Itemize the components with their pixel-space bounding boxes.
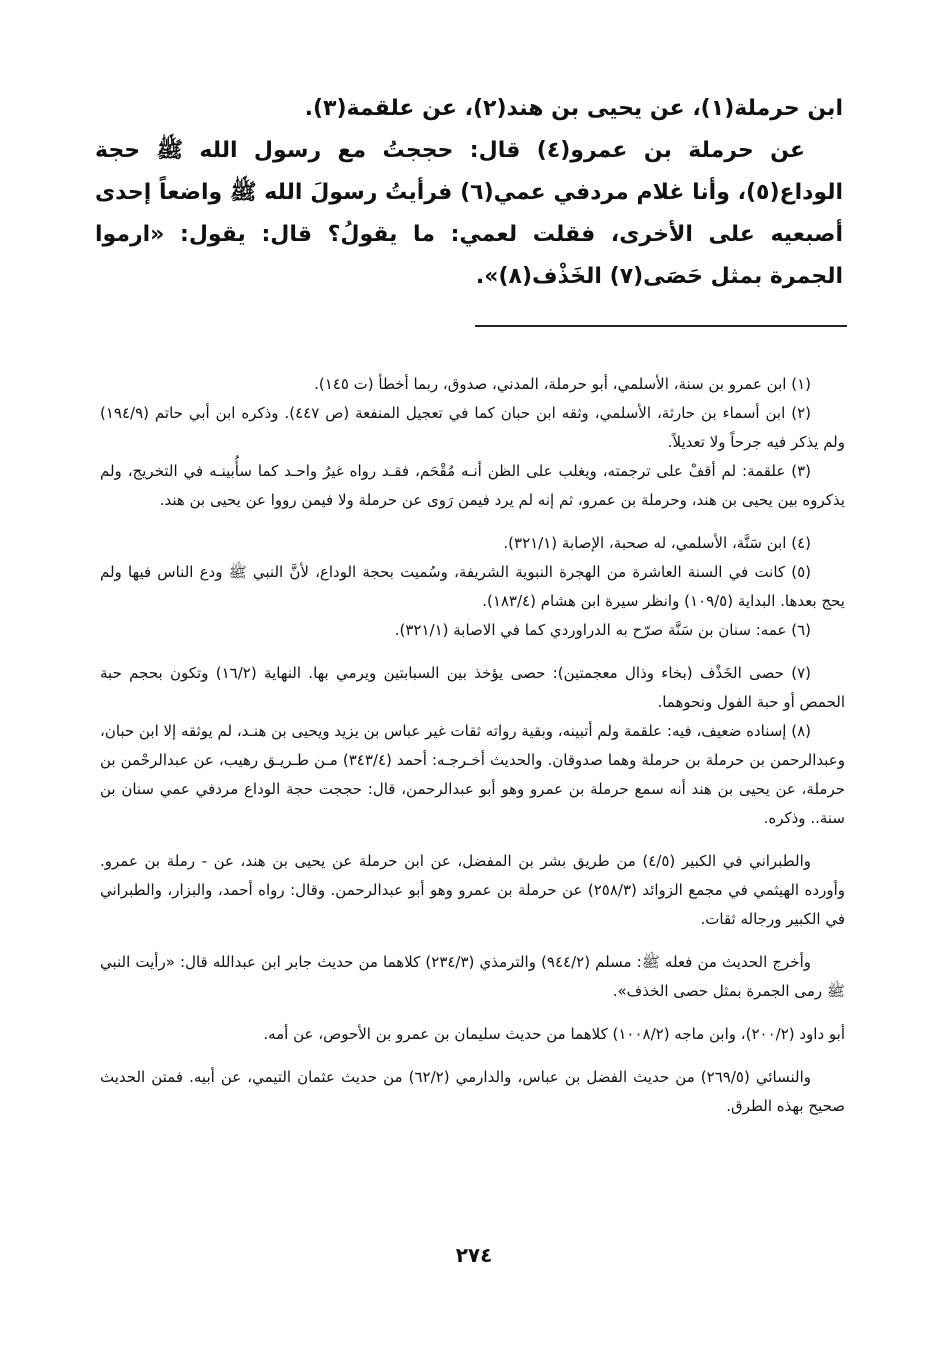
footnote-gap [100,1006,845,1020]
main-text-block [95,88,843,298]
footnote-1: (١) ابن عمرو بن سنة، الأسلمي، أبو حرملة، المدني، صدوق، ربما أخطأ (ت ١٤٥). [314,375,811,393]
footnote-8: (٨) إسناده ضعيف، فيه: علقمة ولم أتبينه، وبقية رواته ثقات غير عباس بن يزيد ويحيى بن هنـد، لم يوثقه إلا ابن حبان، وعبدالرحمن بن حرملة بن حرملة وهما صدوقان. والحديث أخـرجـه: أحمد (٣٤٣/٤) مـن طـريـق رهيب، عن عبدالرحْمن بن حرملة، عن يحيى بن هند أنه سمع حرملة بن عمرو وهو أبو عبدالرحمن، قال: حججت حجة الوداع مردفي عمي سنان بن سنة.. وذكره. [99,722,845,827]
footnote-gap [100,1049,845,1063]
footnote-7: (٧) حصى الخَذْف (بخاء وذال معجمتين): حصى يؤخذ بين السبابتين ويرمي بها. النهاية (١٦/٢) وتكون بحجم حبة الحمص أو حبة الفول ونحوهما. [100,664,845,711]
footnotes-block [100,370,845,1121]
footnote-2: (٢) ابن أسماء بن حارثة، الأسلمي، وثقه ابن حبان كما في تعجيل المنفعة (ص ٤٤٧). وذكره ابن أبي حاتم (١٩٤/٩) ولم يذكر فيه جرحاً ولا تعديلاً. [100,404,845,451]
footnote-4: (٤) ابن سَنَّة، الأسلمي، له صحبة، الإصابة (٣٢١/١). [503,534,811,552]
page-number: ٢٧٤ [455,1243,493,1267]
footnote-8-abudawud: أبو داود (٢٠٠/٢)، وابن ماجه (١٠٠٨/٢) كلاهما من حديث سليمان بن عمرو بن الأحوص، عن أمه. [263,1025,845,1043]
footnote-gap [100,515,845,529]
footnote-gap [100,833,845,847]
footnote-6: (٦) عمه: سنان بن سَنَّة صرّح به الدراوردي كما في الاصابة (٣٢١/١). [394,621,811,639]
footnote-5: (٥) كانت في السنة العاشرة من الهجرة النبوية الشريفة، وسُميت بحجة الوداع، لأنَّ النبي ﷺ ودع الناس فيها ولم يحج بعدها. البداية (١٠٩/٥) وانظر سيرة ابن هشام (١٨٣/٤). [100,563,845,610]
footnote-8-muslim: وأخرج الحديث من فعله ﷺ: مسلم (٩٤٤/٢) والترمذي (٢٣٤/٣) كلاهما من حديث جابر ابن عبدالله قال: «رأيت النبي ﷺ رمى الجمرة بمثل حصى الخذف». [100,953,845,1000]
footnote-8-tabarani: والطبراني في الكبير (٤/٥) من طريق بشر بن المفضل، عن ابن حرملة عن يحيى بن هند، عن - رملة بن عمرو. وأورده الهيثمي في مجمع الزوائد (٢٥٨/٣) عن حرملة بن عمرو وهو أبو عبدالرحمن. وقال: رواه أحمد، والبزار، والطبراني في الكبير ورجاله ثقات. [100,852,845,928]
footnote-gap [100,934,845,948]
footnote-3: (٣) علقمة: لم أقفْ على ترجمته، ويغلب على الظن أنـه مُقْحَم، فقـد رواه غيرُ واحـد كما سأُبينـه في التخريج، ولم يذكروه بين يحيى بن هند، وحرملة بن عمرو، ثم إنه لم يرد فيمن رَوى عن حرملة ولا فيمن رووا عن يحيى بن هند. [100,462,845,509]
footnote-8-nasai: والنسائي (٢٦٩/٥) من حديث الفضل بن عباس، والدارمي (٦٢/٢) من حديث عثمان التيمي، عن أبيه. فمتن الحديث صحيح بهذه الطرق. [100,1068,845,1115]
main-text-line-1: ابن حرملة(١)، عن يحيى بن هند(٢)، عن علقمة(٣). [304,96,843,121]
footnote-gap [100,645,845,659]
main-text-hadith: عن حرملة بن عمرو(٤) قال: حججتُ مع رسول الله ﷺ حجة الوداع(٥)، وأنا غلام مردفي عمي(٦) فرأيتُ رسولَ الله ﷺ واضعاً إحدى أصبعيه على الأخرى، فقلت لعمي: ما يقولُ؟ قال: يقول: «ارموا الجمرة بمثل حَصَى(٧) الخَذْف(٨)». [95,138,843,289]
footnote-divider [475,325,847,327]
